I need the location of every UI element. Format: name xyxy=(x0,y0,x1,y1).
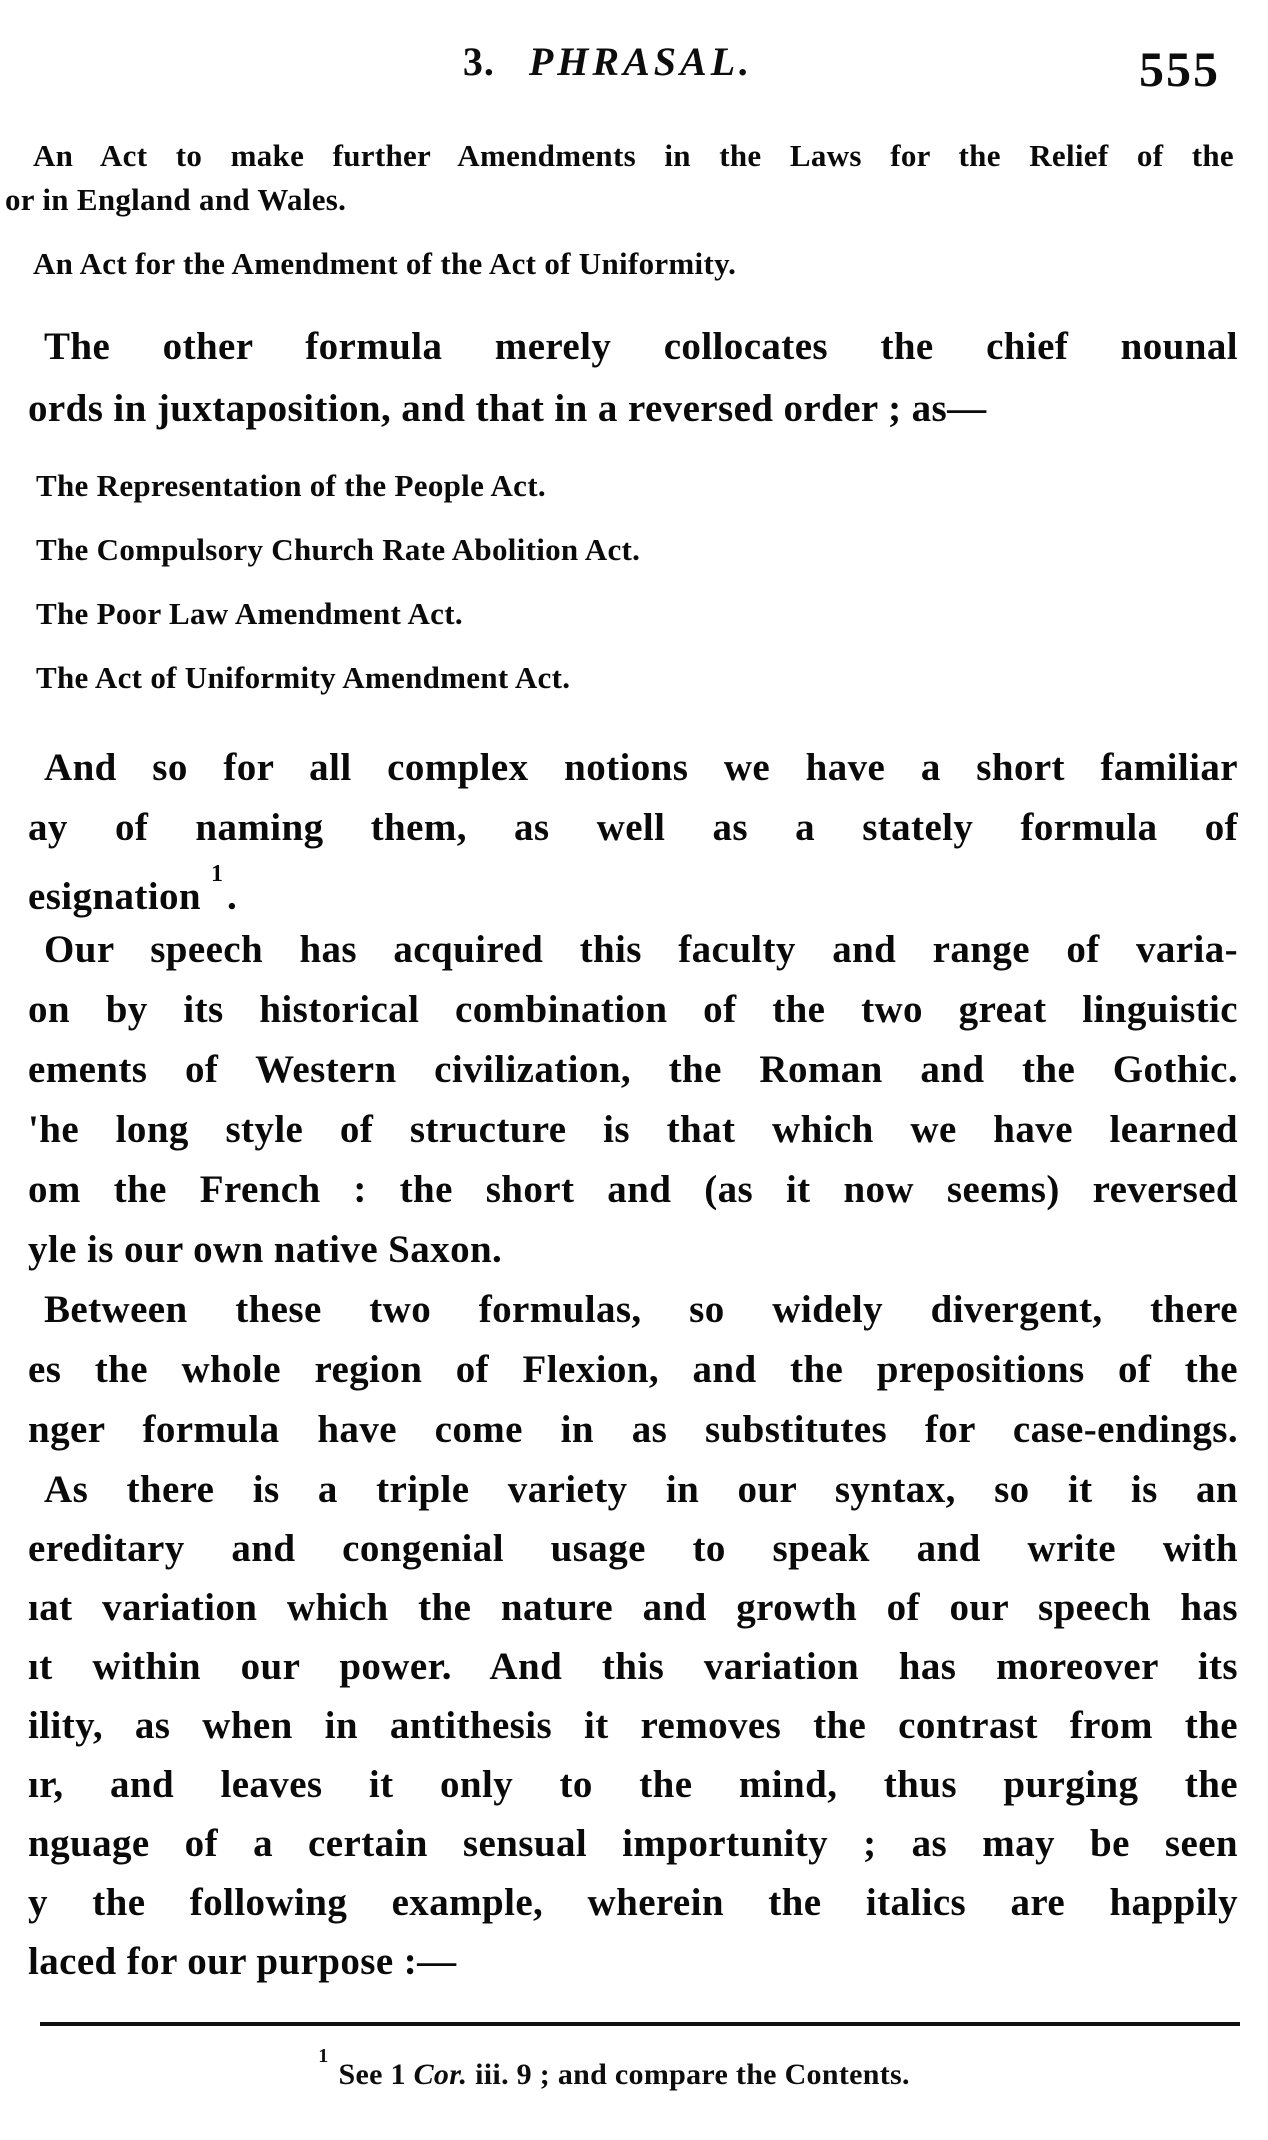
footnote-text: iii. 9 ; and compare the Contents. xyxy=(467,2058,910,2091)
line-text: ır, and leaves it only to the mind, thus purging the xyxy=(28,1763,1238,1806)
text-line xyxy=(28,1755,1238,1814)
line-text: Our speech has acquired this faculty and range of varia- xyxy=(44,928,1238,971)
line-text: ıt within our power. And this variation has moreover its xyxy=(28,1645,1238,1688)
text-line xyxy=(28,1100,1238,1160)
line-text: 'he long style of structure is that which we have learned xyxy=(28,1108,1238,1151)
paragraph-between xyxy=(28,1280,1238,1460)
line-text: ay of naming them, as well as a stately formula of xyxy=(28,806,1238,849)
text-line xyxy=(28,1340,1238,1400)
line-text: on by its historical combination of the two great linguistic xyxy=(28,988,1238,1031)
list-item xyxy=(36,646,1238,710)
line-text: om the French : the short and (as it now seems) reversed xyxy=(28,1168,1238,1211)
footnote-reference: 1 xyxy=(211,861,224,887)
line-text: ereditary and congenial usage to speak and write with xyxy=(28,1527,1238,1570)
line-text: The Representation of the People Act. xyxy=(36,468,546,503)
line-text: . xyxy=(227,875,238,918)
list-item xyxy=(36,454,1238,518)
line-text: The other formula merely collocates the chief nounal xyxy=(44,325,1238,368)
line-text: As there is a triple variety in our syntax, so it is an xyxy=(44,1468,1238,1511)
section-title: PHRASAL. xyxy=(528,39,754,84)
page-number: 555 xyxy=(1139,41,1220,97)
line-text: ility, as when in antithesis it removes the contrast from the xyxy=(28,1704,1238,1747)
footnote-marker: 1 xyxy=(318,2045,329,2067)
footnote-citation-title: Cor. xyxy=(413,2058,468,2091)
list-item xyxy=(36,518,1238,582)
line-text: or in England and Wales. xyxy=(5,182,347,217)
line-text: laced for our purpose :— xyxy=(28,1940,457,1983)
act-list xyxy=(36,454,1238,710)
text-line xyxy=(28,1578,1238,1637)
text-line xyxy=(28,1280,1238,1340)
line-text: An Act for the Amendment of the Act of Uniformity. xyxy=(33,246,737,281)
text-line xyxy=(28,920,1238,980)
paragraph-and-so xyxy=(28,738,1238,927)
act-citation-2 xyxy=(5,242,1234,286)
text-line xyxy=(28,798,1238,858)
line-text: And so for all complex notions we have a short familiar xyxy=(44,746,1238,789)
text-line xyxy=(28,1873,1238,1932)
line-text: An Act to make further Amendments in the Laws for the Relief of the xyxy=(33,138,1234,173)
text-line xyxy=(28,1696,1238,1755)
text-line xyxy=(28,1932,1238,1991)
text-line xyxy=(5,178,1234,222)
line-text: esignation xyxy=(28,875,202,918)
section-number: 3. xyxy=(462,39,495,84)
footnote xyxy=(0,2045,1268,2092)
footnote-separator-rule xyxy=(40,2022,1240,2026)
paragraph-other-formula xyxy=(28,316,1238,440)
line-text: ıat variation which the nature and growth of our speech has xyxy=(28,1586,1238,1629)
line-text: nger formula have come in as substitutes for case-endings. xyxy=(28,1408,1238,1451)
list-item xyxy=(36,582,1238,646)
line-text: Between these two formulas, so widely divergent, there xyxy=(44,1288,1238,1331)
line-text: ords in juxtaposition, and that in a reversed order ; as— xyxy=(28,387,987,430)
line-text: ements of Western civilization, the Roman and the Gothic. xyxy=(28,1048,1238,1091)
line-text: The Act of Uniformity Amendment Act. xyxy=(36,660,571,695)
text-line xyxy=(28,858,1238,927)
text-line xyxy=(28,1400,1238,1460)
line-text: y the following example, wherein the italics are happily xyxy=(28,1881,1238,1924)
paragraph-our-speech xyxy=(28,920,1238,1280)
text-line xyxy=(28,1220,1238,1280)
page-header xyxy=(0,34,1268,104)
text-line xyxy=(28,1040,1238,1100)
text-line xyxy=(28,1460,1238,1519)
act-citation-1 xyxy=(5,134,1234,222)
line-text: The Poor Law Amendment Act. xyxy=(36,596,463,631)
line-text: nguage of a certain sensual importunity ; as may be seen xyxy=(28,1822,1238,1865)
footnote-text: See 1 xyxy=(338,2058,414,2091)
text-line xyxy=(28,738,1238,798)
text-line xyxy=(5,242,1234,286)
text-line xyxy=(28,378,1238,440)
paragraph-as-there xyxy=(28,1460,1238,1991)
running-head xyxy=(463,38,753,85)
line-text: yle is our own native Saxon. xyxy=(28,1228,503,1271)
line-text: es the whole region of Flexion, and the prepositions of the xyxy=(28,1348,1238,1391)
text-line xyxy=(28,1519,1238,1578)
text-line xyxy=(28,1160,1238,1220)
text-line xyxy=(5,134,1234,178)
text-line xyxy=(28,980,1238,1040)
text-line xyxy=(28,1637,1238,1696)
text-line xyxy=(28,316,1238,378)
line-text: The Compulsory Church Rate Abolition Act. xyxy=(36,532,641,567)
text-line xyxy=(28,1814,1238,1873)
